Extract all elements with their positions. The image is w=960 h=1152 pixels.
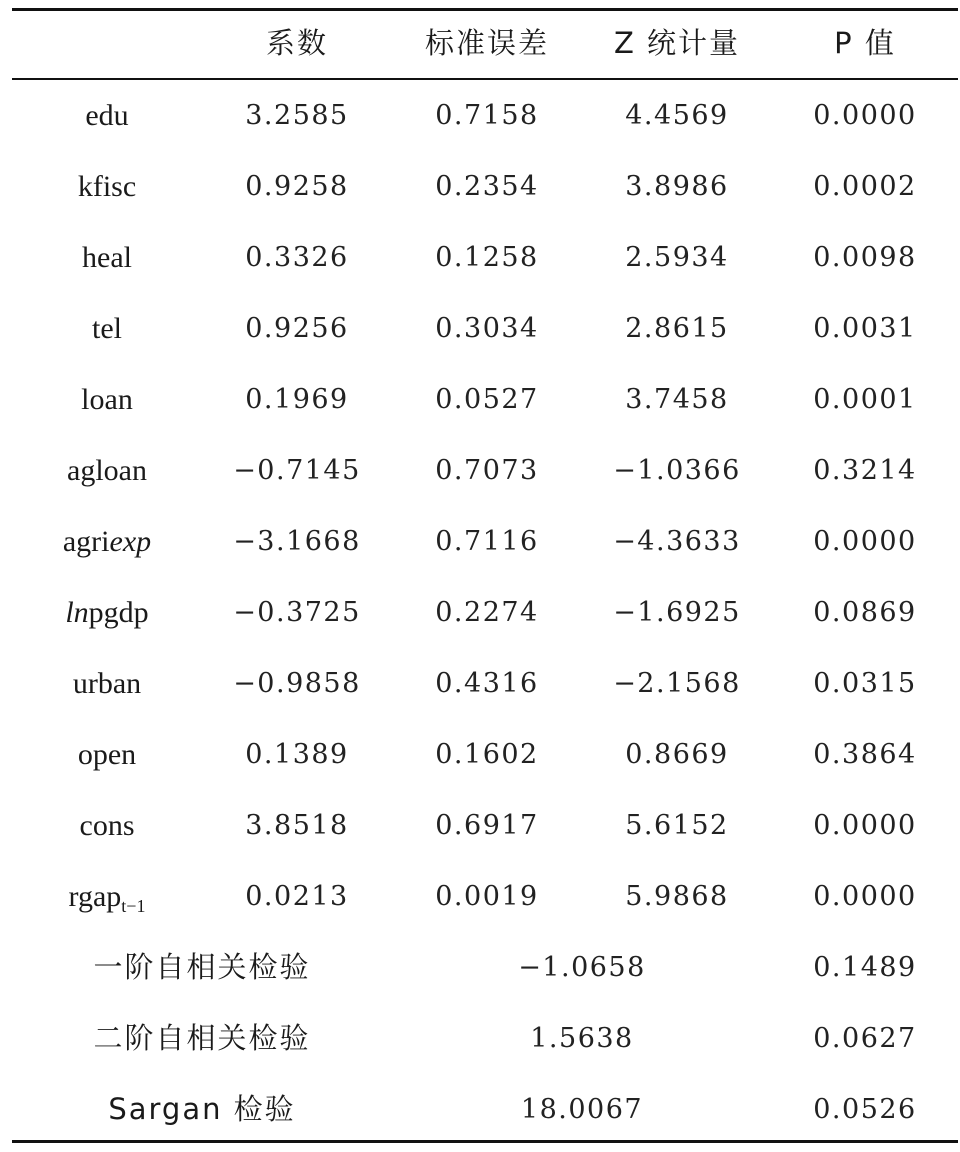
row-variable-italic: exp [109,525,152,558]
row-se: 0.6917 [435,810,539,841]
row-coef: −0.7145 [233,455,361,486]
row-se: 0.7116 [435,526,539,557]
table-row [12,364,958,435]
row-variable: open [77,738,137,771]
row-coef: 0.0213 [245,881,349,912]
table-row [12,861,958,932]
row-z: 0.8669 [625,739,729,770]
row-p: 0.0000 [813,526,917,557]
row-p: 0.0001 [813,384,917,415]
row-z: 4.4569 [625,100,729,131]
test-p-value: 0.0526 [813,1094,917,1125]
row-variable: agloan [67,454,147,487]
header-blank [12,8,202,79]
header-z-statistic: Z 统计量 [613,26,741,60]
table-row [12,719,958,790]
row-coef: −0.3725 [233,597,361,628]
row-variable-subscript: t−1 [121,896,146,916]
row-z: −4.3633 [613,526,741,557]
test-statistic: 18.0067 [520,1094,644,1125]
row-variable: tel [92,312,122,345]
test-label: 二阶自相关检验 [93,1021,311,1055]
row-se: 0.1602 [435,739,539,770]
table-bottom-rule [12,1140,958,1143]
test-statistic: 1.5638 [530,1023,634,1054]
row-p: 0.0098 [813,242,917,273]
row-se: 0.0527 [435,384,539,415]
row-variable [12,506,202,577]
row-se: 0.2274 [435,597,539,628]
table-row [12,648,958,719]
test-p-value: 0.0627 [813,1023,917,1054]
test-row [12,1003,958,1074]
row-z: 5.9868 [625,881,729,912]
row-z: −1.0366 [613,455,741,486]
table-row [12,293,958,364]
row-variable-suffix: pgdp [88,596,149,629]
row-coef: 3.2585 [245,100,349,131]
row-z: 3.8986 [625,171,729,202]
row-z: 2.5934 [625,242,729,273]
test-p-value: 0.1489 [813,952,917,983]
row-variable: urban [72,667,142,700]
row-z: 3.7458 [625,384,729,415]
row-variable-prefix: agri [62,525,110,558]
row-variable-italic: ln [65,596,89,629]
test-label: Sargan 检验 [108,1092,296,1126]
row-p: 0.0315 [813,668,917,699]
header-coefficient: 系数 [265,26,328,60]
row-variable: cons [79,809,135,842]
test-label: 一阶自相关检验 [93,950,311,984]
row-variable-base: rgap [68,880,122,913]
row-coef: 0.9258 [245,171,349,202]
row-p: 0.0002 [813,171,917,202]
row-p: 0.0869 [813,597,917,628]
table-row [12,222,958,293]
header-p-value: P 值 [834,26,896,60]
row-z: 5.6152 [625,810,729,841]
row-coef: 0.1389 [245,739,349,770]
row-coef: 0.9256 [245,313,349,344]
row-z: −1.6925 [613,597,741,628]
row-coef: 0.1969 [245,384,349,415]
table-row [12,151,958,222]
row-se: 0.7073 [435,455,539,486]
row-z: −2.1568 [613,668,741,699]
row-p: 0.0031 [813,313,917,344]
test-row [12,1074,958,1145]
row-variable [12,861,202,932]
row-variable: edu [85,99,129,132]
row-coef: −0.9858 [233,668,361,699]
row-p: 0.3864 [813,739,917,770]
header-std-error: 标准误差 [424,26,549,60]
row-variable: heal [82,241,132,274]
row-se: 0.2354 [435,171,539,202]
row-variable [12,577,202,648]
table-row [12,435,958,506]
table-header-row [12,8,958,79]
row-p: 0.0000 [813,100,917,131]
row-coef: 0.3326 [245,242,349,273]
row-se: 0.0019 [435,881,539,912]
table-row [12,577,958,648]
table-row [12,506,958,577]
table-row [12,790,958,861]
row-z: 2.8615 [625,313,729,344]
row-se: 0.3034 [435,313,539,344]
table-row [12,80,958,151]
row-variable: kfisc [77,170,137,203]
row-p: 0.0000 [813,881,917,912]
row-se: 0.1258 [435,242,539,273]
row-p: 0.3214 [813,455,917,486]
row-se: 0.7158 [435,100,539,131]
row-p: 0.0000 [813,810,917,841]
row-se: 0.4316 [435,668,539,699]
row-coef: −3.1668 [233,526,361,557]
row-variable: loan [81,383,133,416]
test-row [12,932,958,1003]
test-statistic: −1.0658 [518,952,646,983]
row-coef: 3.8518 [245,810,349,841]
